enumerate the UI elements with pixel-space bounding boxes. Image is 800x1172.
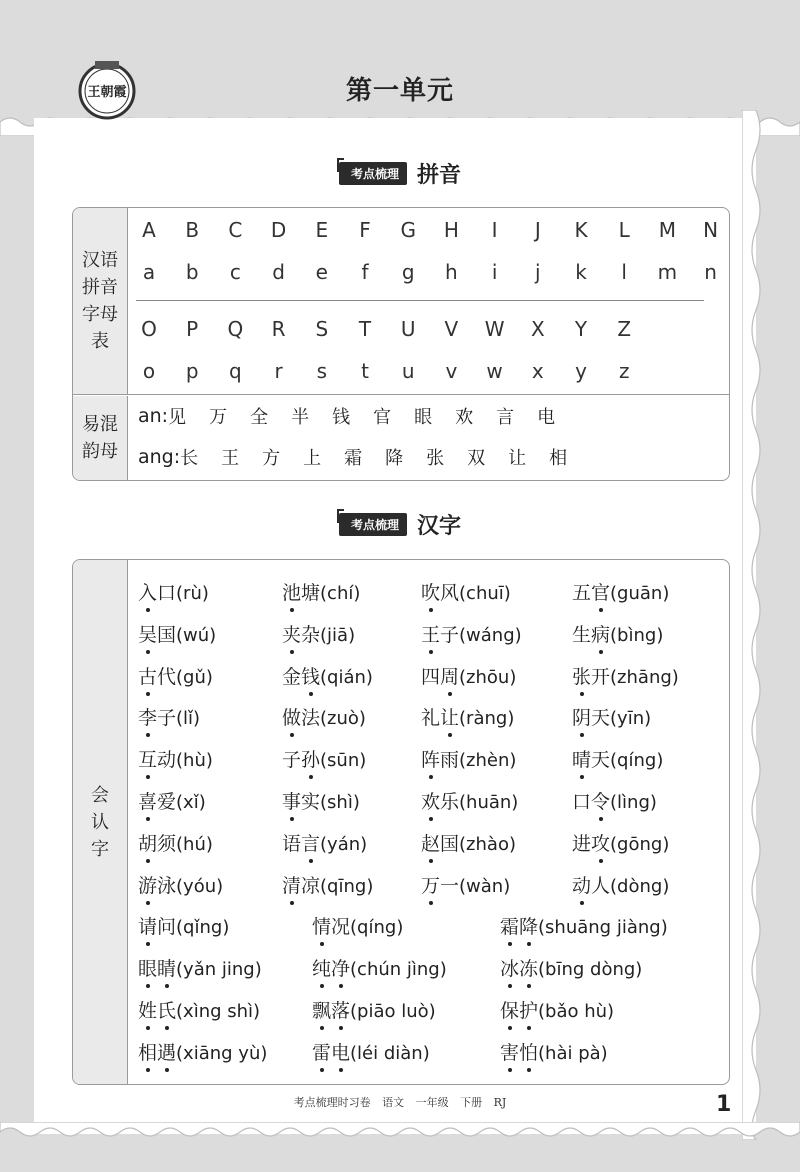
pinyin-annotation: (gōng) [610,833,670,855]
pinyin-annotation: (guān) [610,583,670,604]
alphabet-label: 汉语 拼音 字母 表 [82,250,118,352]
example-char: 方 [262,448,281,469]
pinyin-annotation: (yán) [320,833,368,855]
pinyin-annotation: (chí) [320,583,361,604]
unit-title: 第一单元 [345,76,454,106]
alphabet-divider [136,300,704,301]
word-char: 爱 [157,791,177,813]
pinyin-annotation: (shuāng jiàng) [538,917,668,939]
pinyin-letter: G [400,218,416,242]
pinyin-annotation: (zhào) [459,833,516,855]
pinyin-letter: c [229,260,241,284]
example-char: 见 [168,407,187,428]
vocab-word [421,620,522,647]
pinyin-annotation: (zhāng) [610,666,679,688]
pinyin-letter: V [444,317,459,341]
word-char: 五 [572,582,592,604]
pinyin-letter: e [315,260,328,284]
pinyin-annotation: (xǐ) [176,792,206,813]
pinyin-letter: t [361,359,369,383]
page-number: 1 [716,1092,732,1117]
vocab-word [421,703,514,730]
pinyin-letter: C [228,218,243,242]
word-char: 天 [591,749,611,772]
pinyin-letter: X [530,317,545,341]
pinyin-letter: S [315,317,329,341]
target-char: 令 [591,787,610,814]
pinyin-annotation: (qíng) [610,750,664,772]
pinyin-annotation: (zuò) [320,708,366,730]
target-char: 入 [138,578,157,605]
vocab-word [138,1038,267,1065]
example-char: 双 [467,448,486,469]
target-char: 攻 [591,829,610,856]
word-char: 须 [157,832,177,855]
example-char: 官 [373,407,392,428]
example-char: 张 [426,448,445,469]
word-char: 四 [421,665,441,688]
pinyin-letter: q [229,359,242,383]
vocab-word [138,745,213,772]
target-char: 阵 [421,745,440,772]
pinyin-annotation: (gǔ) [176,666,213,688]
vocab-word [421,787,518,814]
pinyin-letter: Q [227,317,244,341]
pinyin-letter: R [271,317,286,341]
target-char: 落 [331,996,350,1023]
vocab-word [138,787,206,814]
pinyin-letter: a [142,260,156,284]
pinyin-letter: F [359,218,371,242]
word-char: 塘 [301,582,321,604]
vocab-word [282,620,355,647]
pinyin-letter: Y [574,317,588,341]
target-char: 清 [282,871,301,898]
vocab-word [572,829,669,856]
target-char: 飘 [312,996,331,1023]
target-char: 事 [282,787,301,814]
word-char: 语 [282,832,302,855]
example-char: 让 [508,448,527,469]
table-row-divider [73,394,729,395]
pinyin-letter: A [142,218,156,242]
target-char: 夹 [282,620,301,647]
word-char: 子 [157,707,177,730]
target-char: 喜 [138,787,157,814]
pinyin-annotation: (yóu) [176,875,224,897]
example-char: 半 [291,407,310,428]
target-char: 言 [301,829,320,856]
target-char: 护 [519,996,538,1023]
pinyin-annotation: (hù) [176,750,213,772]
vocab-word [282,703,366,730]
page-edge-bottom-wave [0,1122,800,1146]
target-char: 眼 [138,954,157,981]
example-char: 全 [250,407,269,428]
example-char: 降 [385,448,404,469]
pinyin-letter: P [186,317,199,341]
target-char: 保 [500,996,519,1023]
example-char: 万 [209,407,228,428]
word-char: 实 [301,791,321,813]
example-char: 王 [221,448,240,469]
word-char: 杂 [301,623,321,646]
pinyin-annotation: (léi diàn) [350,1042,430,1064]
footer-text: 考点梳理时习卷 语文 一年级 下册 RJ [293,1096,507,1109]
pinyin-annotation: (wú) [176,624,217,646]
recognize-label-cell [73,560,128,1084]
target-char: 游 [138,871,157,898]
pinyin-letter: h [445,260,458,284]
vocab-word [572,578,669,605]
vocab-word [282,871,373,898]
pinyin-annotation: (yǎn jing) [176,959,262,981]
word-char: 子 [440,623,460,646]
example-char: 上 [303,448,322,469]
vocab-word [312,996,436,1023]
pinyin-annotation: (qīng) [320,875,374,897]
target-char: 胡 [138,829,157,856]
target-char: 王 [421,620,440,647]
pinyin-letter: i [491,260,498,284]
vocab-word [138,578,209,605]
section-tag: 考点梳理 [339,162,407,185]
vocab-word [138,620,216,647]
pinyin-letter: w [486,359,503,383]
target-char: 阴 [572,703,591,730]
target-char: 净 [331,954,350,981]
target-char: 吹 [421,578,440,605]
pinyin-letter: I [491,218,498,242]
recognize-label: 会 认 字 [91,784,109,860]
vocab-word [282,787,360,814]
section-title: 汉字 [417,513,462,539]
target-char: 氏 [157,996,176,1023]
vocab-word [572,703,651,730]
vocab-word [138,662,213,689]
vocab-word [421,829,516,856]
vocab-word [138,954,262,981]
target-char: 让 [440,703,459,730]
pinyin-annotation: (qǐng) [176,917,230,939]
vocab-word [421,871,510,898]
pinyin-letter: m [657,260,678,284]
pinyin-letter: f [361,260,369,284]
example-char: 霜 [344,448,363,469]
pinyin-letter: H [443,218,459,242]
pinyin-letter: O [141,317,157,341]
example-char: 欢 [455,407,474,428]
vocab-word [421,578,511,605]
target-char: 害 [500,1038,519,1065]
pinyin-annotation: (sūn) [320,750,367,772]
pinyin-letter: o [142,359,156,383]
pinyin-annotation: (zhōu) [459,666,517,688]
example-char: 言 [496,407,515,428]
pinyin-letter: D [270,218,287,242]
target-char: 官 [591,578,610,605]
target-char: 钱 [301,662,320,689]
pinyin-annotation: (zhèn) [459,750,517,772]
example-char: 电 [537,407,556,428]
pinyin-annotation: (xìng shì) [176,1001,261,1022]
target-char: 周 [440,662,459,689]
vocab-word [282,745,366,772]
word-char: 况 [331,916,351,939]
pinyin-letter: n [704,260,717,284]
pinyin-letter: N [703,218,719,242]
word-char: 国 [157,623,177,646]
target-char: 吴 [138,620,157,647]
vocab-word [572,871,669,898]
pinyin-letter: J [534,218,541,242]
word-char: 国 [440,832,460,855]
vocab-word [572,662,679,689]
pinyin-letter: s [316,359,327,383]
ang-prefix: ang: [138,446,181,468]
pinyin-annotation: (rù) [176,583,209,604]
target-char: 动 [572,871,591,898]
target-char: 古 [138,662,157,689]
word-char: 乐 [440,791,460,813]
word-char: 动 [157,749,177,772]
vocab-word [138,871,223,898]
word-char: 代 [157,665,177,688]
alphabet-label-cell [73,208,128,394]
an-prefix: an: [138,405,169,427]
hanzi-section-header [0,509,800,539]
word-char: 人 [591,874,611,897]
target-char: 请 [138,912,157,939]
pinyin-annotation: (lǐ) [176,708,201,730]
word-char: 天 [591,707,611,730]
target-char: 睛 [157,954,176,981]
target-char: 做 [282,703,301,730]
pinyin-letter: K [574,218,588,242]
pinyin-letter: k [575,260,587,284]
target-char: 晴 [572,745,591,772]
pinyin-letter: g [401,260,415,284]
pinyin-annotation: (chún jìng) [350,959,447,981]
pinyin-letter: U [400,317,416,341]
pinyin-letter: d [272,260,285,284]
pinyin-letter: u [401,359,415,383]
pinyin-letter: z [618,359,630,383]
target-char: 互 [138,745,157,772]
target-char: 病 [591,620,610,647]
easy-confused-label-cell [73,396,128,480]
pinyin-annotation: (bīng dòng) [538,959,643,981]
target-char: 纯 [312,954,331,981]
vocab-word [282,829,367,856]
word-char: 礼 [421,707,441,730]
pinyin-letter: Z [617,317,632,341]
pinyin-letter: y [575,359,587,383]
pinyin-letter: T [358,317,372,341]
pinyin-annotation: (yīn) [610,708,652,730]
vocab-word [572,620,663,647]
word-char: 问 [157,916,177,939]
pinyin-annotation: (wàn) [459,875,511,897]
pinyin-annotation: (qián) [320,666,373,688]
pinyin-annotation: (piāo luò) [350,1001,436,1022]
ang-row [138,444,590,470]
example-char: 长 [180,448,199,469]
easy-confused-label: 易混 韵母 [82,414,118,462]
pinyin-annotation: (qíng) [350,917,404,939]
vocab-word [572,787,657,814]
target-char: 怕 [519,1038,538,1065]
target-char: 遇 [157,1038,176,1065]
word-char: 口 [157,582,177,604]
target-char: 张 [572,662,591,689]
word-char: 进 [572,832,592,855]
target-char: 情 [312,912,331,939]
vocab-word [138,703,200,730]
vocab-word [500,954,642,981]
word-char: 法 [301,707,321,730]
vocab-word [138,996,260,1023]
vocab-word [500,912,668,939]
an-row [138,403,578,429]
word-char: 口 [572,791,592,813]
pinyin-annotation: (bǎo hù) [538,1001,615,1022]
word-char: 泳 [157,874,177,897]
pinyin-letter: x [531,359,544,383]
target-char: 冰 [500,954,519,981]
pinyin-letter: E [315,218,329,242]
example-char: 钱 [332,407,351,428]
target-char: 降 [519,912,538,939]
pinyin-annotation: (hài pà) [538,1042,608,1064]
vocab-word [572,745,663,772]
vocab-word [138,912,229,939]
pinyin-annotation: (hú) [176,833,213,855]
target-char: 赵 [421,829,440,856]
vocab-word [500,1038,608,1065]
target-char: 万 [421,871,440,898]
pinyin-letter: p [185,359,199,383]
target-char: 霜 [500,912,519,939]
pinyin-letter: B [185,218,200,242]
page-edge-right-wave [742,110,772,1140]
pinyin-annotation: (xiāng yù) [176,1042,268,1064]
pinyin-annotation: (bìng) [610,624,664,646]
pinyin-letter: M [658,218,677,242]
word-char: 雨 [440,749,460,772]
pinyin-annotation: (chuī) [459,583,511,604]
pinyin-letter: v [445,359,458,383]
pinyin-annotation: (lìng) [610,792,657,813]
pinyin-letter: W [484,317,505,341]
vocab-word [282,578,360,605]
pinyin-letter: j [535,260,541,284]
pinyin-annotation: (ràng) [459,708,515,730]
vocab-word [312,912,403,939]
section-tag: 考点梳理 [339,513,407,536]
target-char: 相 [138,1038,157,1065]
pinyin-letter: L [618,218,630,242]
target-char: 雷 [312,1038,331,1065]
pinyin-letter: r [274,359,283,383]
vocab-word [421,745,516,772]
vocab-word [138,829,213,856]
target-char: 冻 [519,954,538,981]
pinyin-annotation: (huān) [459,792,519,813]
word-char: 开 [591,665,611,688]
pinyin-annotation: (shì) [320,792,360,813]
word-char: 凉 [301,874,321,897]
example-char: 相 [549,448,568,469]
target-char: 池 [282,578,301,605]
pinyin-annotation: (wáng) [459,624,522,646]
vocab-word [421,662,516,689]
pinyin-table [72,207,730,481]
pinyin-section-header [0,158,800,188]
vocab-word [312,1038,430,1065]
vocab-word [500,996,614,1023]
vocab-word [282,662,373,689]
target-char: 姓 [138,996,157,1023]
target-char: 电 [331,1038,350,1065]
example-char: 眼 [414,407,433,428]
target-char: 欢 [421,787,440,814]
word-char: 金 [282,665,302,688]
svg-text:王朝霞: 王朝霞 [87,85,127,100]
word-char: 子 [282,749,302,772]
word-char: 风 [440,582,460,604]
pinyin-annotation: (jiā) [320,624,356,646]
vocab-word [312,954,447,981]
pinyin-letter: b [185,260,199,284]
section-title: 拼音 [417,162,462,188]
target-char: 孙 [301,745,320,772]
pinyin-letter: l [621,260,627,284]
pinyin-annotation: (dòng) [610,875,670,897]
target-char: 李 [138,703,157,730]
word-char: 一 [440,874,460,897]
word-char: 生 [572,623,592,646]
